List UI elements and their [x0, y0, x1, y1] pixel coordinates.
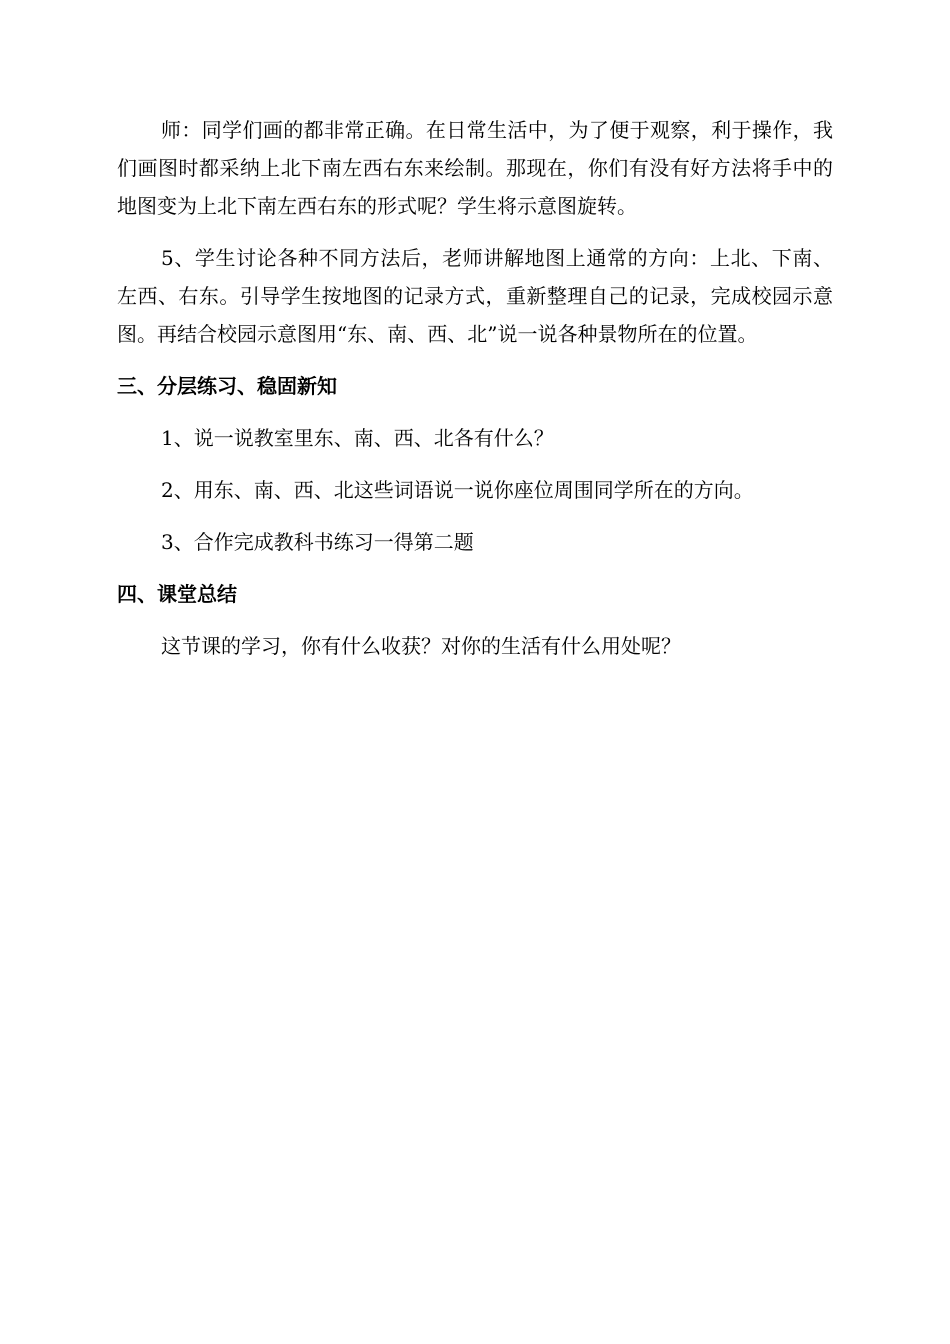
section3-item-2: 2、用东、南、西、北这些词语说一说你座位周围同学所在的方向。: [161, 478, 754, 502]
step5-paragraph: 5、学生讨论各种不同方法后，老师讲解地图上通常的方向：上北、下南、左西、右东。引导学生按地图的记录方式，重新整理自己的记录，完成校园示意图。再结合校园示意图用“东、南、西、北”说一说各种景物所在的位置。: [117, 246, 833, 346]
teacher-remark-paragraph: 师：同学们画的都非常正确。在日常生活中，为了便于观察，利于操作，我们画图时都采纳上北下南左西右东来绘制。那现在，你们有没有好方法将手中的地图变为上北下南左西右东的形式呢？学生将示意图旋转。: [117, 118, 833, 218]
section4-summary-text: 这节课的学习，你有什么收获？对你的生活有什么用处呢？: [161, 634, 681, 658]
section4-heading: 四、课堂总结: [117, 582, 237, 606]
section3-item-3: 3、合作完成教科书练习一得第二题: [161, 530, 474, 554]
document-body: [117, 111, 833, 679]
section3-heading: 三、分层练习、稳固新知: [117, 374, 337, 398]
section3-item-1: 1、说一说教室里东、南、西、北各有什么？: [161, 426, 554, 450]
